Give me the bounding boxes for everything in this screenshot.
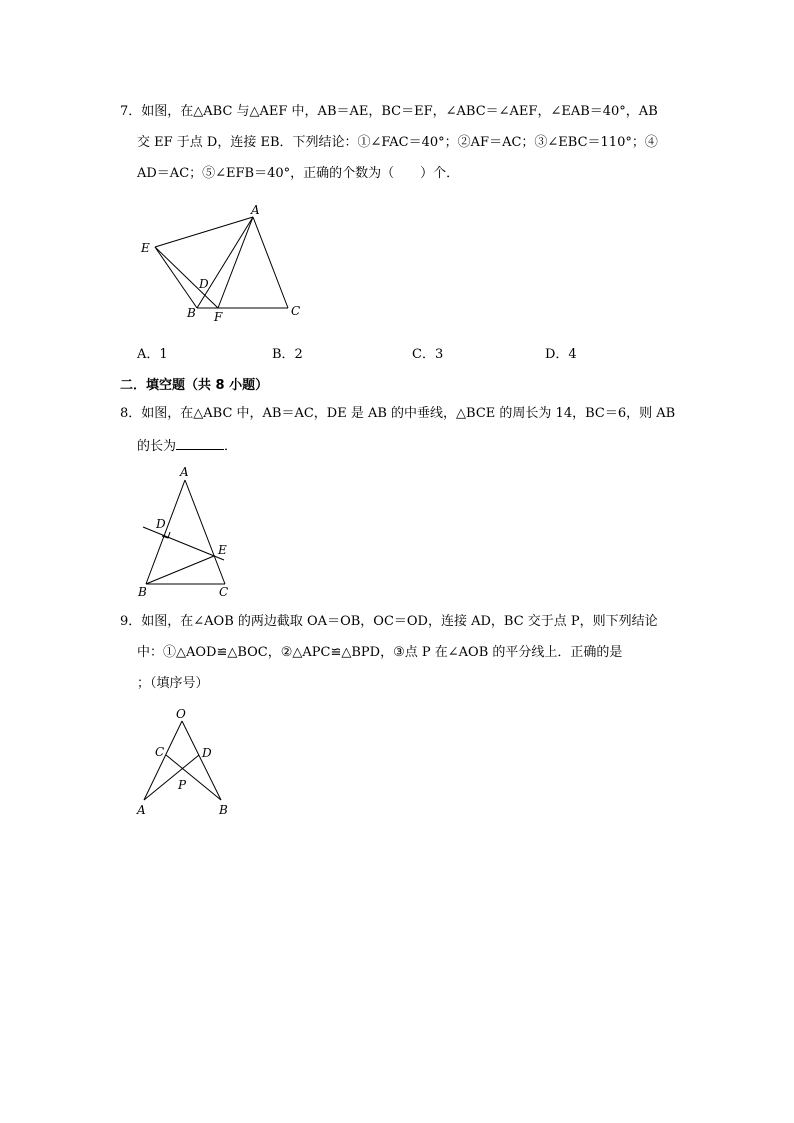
q7-label-A: A [251, 203, 260, 217]
q8-label-D: D [156, 517, 166, 531]
q9-text-line1: 9．如图，在∠AOB 的两边截取 OA＝OB，OC＝OD，连接 AD，BC 交于点 P，则下列结论 [120, 614, 658, 629]
q7-option-c[interactable]: C．3 [412, 347, 444, 362]
q8-seg-BE [146, 556, 214, 584]
q8-seg-AB [146, 480, 185, 584]
q9-label-O: O [176, 707, 186, 721]
q8-text-line1: 8．如图，在△ABC 中，AB＝AC，DE 是 AB 的中垂线，△BCE 的周长为 14，BC＝6，则 AB [120, 406, 676, 421]
q7-label-F: F [214, 310, 223, 324]
q9-label-B: B [219, 803, 228, 817]
q7-seg-AC [253, 217, 288, 308]
q7-figure [130, 195, 320, 330]
q7-option-b[interactable]: B．2 [272, 347, 303, 362]
q7-seg-EB [155, 247, 197, 308]
q7-text-line2: 交 EF 于点 D，连接 EB．下列结论：①∠FAC＝40°；②AF＝AC；③∠EBC＝110°；④ [137, 135, 658, 150]
q9-label-P: P [178, 778, 187, 792]
section-heading: 二．填空题（共 8 小题） [120, 378, 269, 393]
q7-label-E: E [141, 241, 150, 255]
q8-answer-blank[interactable] [176, 437, 224, 450]
q7-label-B: B [187, 306, 196, 320]
q9-seg-AD [144, 755, 199, 800]
q8-label-B: B [138, 585, 147, 599]
q7-seg-AB [197, 217, 253, 308]
q7-option-d[interactable]: D．4 [545, 347, 577, 362]
q8-text-line2 [137, 437, 237, 456]
q9-label-D: D [202, 746, 212, 760]
q9-text-line2: 中：①△AOD≌△BOC，②△APC≌△BPD，③点 P 在∠AOB 的平分线上．正确的是 [137, 645, 623, 660]
q8-seg-AC [185, 480, 225, 584]
q7-label-C: C [291, 304, 301, 318]
q7-seg-EA [155, 217, 253, 247]
q7-label-D: D [199, 277, 209, 291]
q9-label-C: C [155, 745, 165, 759]
q8-text-suffix: ． [224, 439, 238, 454]
q9-figure [130, 703, 240, 823]
q8-text-prefix: 的长为 [137, 439, 177, 454]
q8-label-A: A [180, 465, 189, 479]
q9-label-A: A [137, 803, 146, 817]
q8-figure [130, 465, 240, 600]
q8-label-C: C [219, 585, 229, 599]
q8-seg-DE-extended [143, 527, 224, 560]
q9-text-line3: ；（填序号） [137, 676, 209, 691]
q9-seg-OB [182, 721, 221, 800]
q7-text-line3: AD＝AC；⑤∠EFB＝40°，正确的个数为（ ）个． [137, 166, 460, 181]
q9-seg-OA [144, 721, 182, 800]
q7-option-a[interactable]: A．1 [137, 347, 168, 362]
q9-seg-BC [166, 755, 221, 800]
q7-text-line1: 7．如图，在△ABC 与△AEF 中，AB＝AE，BC＝EF，∠ABC＝∠AEF，∠EAB＝40°，AB [120, 104, 658, 119]
q7-seg-AF [218, 217, 253, 308]
q8-label-E: E [218, 543, 227, 557]
